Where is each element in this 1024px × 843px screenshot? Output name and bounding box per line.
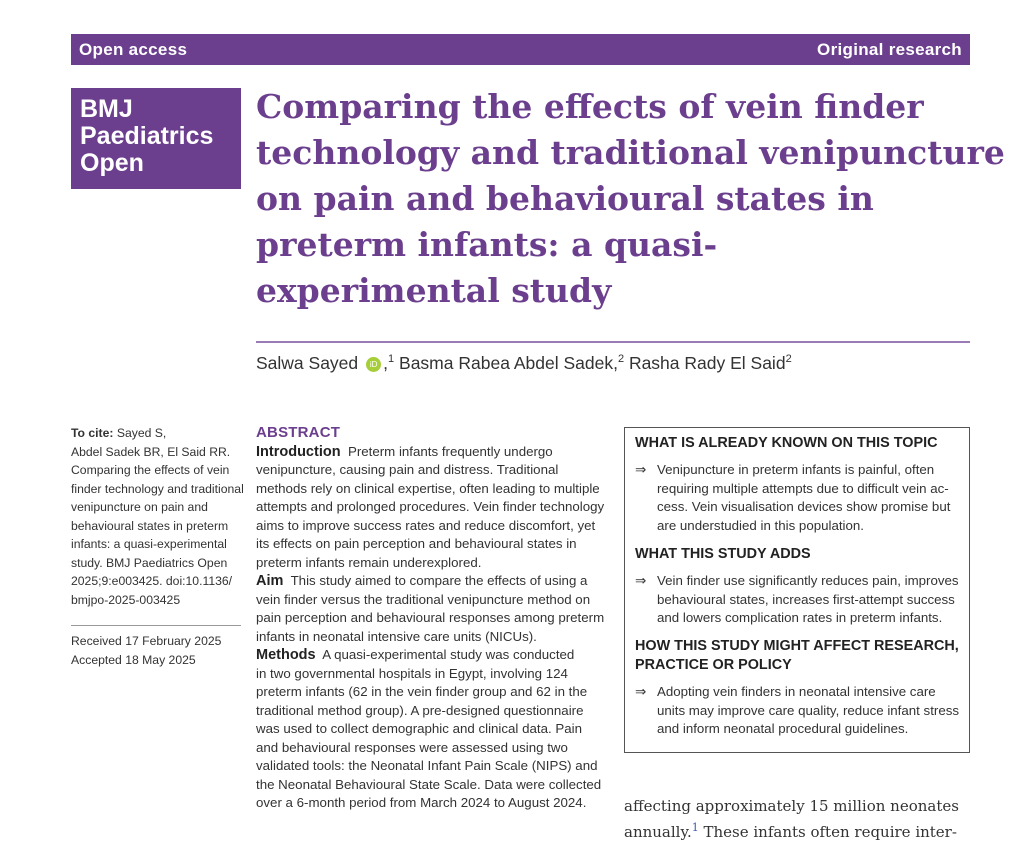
arrow-icon: ⇒	[635, 683, 647, 699]
policy-heading: PRACTICE OR POLICY	[635, 656, 792, 673]
abstract-line: in two governmental hospitals in Egypt, involving 124	[256, 665, 568, 681]
logo-line: Paediatrics	[80, 122, 214, 150]
abstract-line: methods rely on clinical expertise, often leading to multiple	[256, 480, 600, 496]
affiliation-ref[interactable]: 2	[785, 353, 792, 366]
abstract-line: preterm infants (62 in the vein finder group and 62 in the	[256, 684, 588, 699]
policy-heading: HOW THIS STUDY MIGHT AFFECT RESEARCH,	[635, 638, 959, 655]
abstract-line: A quasi-experimental study was conducted	[322, 647, 575, 662]
cite-line: finder technology and traditional	[71, 481, 244, 496]
article-title	[256, 84, 1005, 314]
abstract	[256, 424, 606, 813]
key-message-line: units may improve care quality, reduce infant stress	[657, 702, 960, 718]
key-message-line: Venipuncture in preterm infants is painful, often	[657, 461, 935, 477]
intro-label: Introduction	[256, 443, 341, 460]
dates-block	[71, 632, 221, 669]
arrow-icon: ⇒	[635, 461, 647, 477]
body-line: affecting approximately 15 million neonates	[624, 797, 959, 815]
abstract-line: infants in neonatal intensive care units (NICUs).	[256, 628, 537, 644]
accepted-date: Accepted 18 May 2025	[71, 652, 196, 667]
abstract-line: vein finder versus the traditional venipuncture method on	[256, 591, 591, 607]
abstract-line: aims to improve success rates and reduce discomfort, yet	[256, 517, 596, 533]
cite-line: Comparing the effects of vein	[71, 463, 230, 477]
key-message-line: requiring multiple attempts due to difficult vein ac-	[657, 480, 949, 496]
key-messages-box	[624, 427, 970, 753]
cite-line: Sayed S,	[113, 426, 167, 440]
title-line: preterm infants: a quasi-	[256, 225, 718, 264]
cite-line: infants: a quasi-experimental	[71, 537, 227, 551]
abstract-heading: ABSTRACT	[256, 424, 341, 441]
body-line: These infants often require inter-	[698, 823, 957, 841]
received-date: Received 17 February 2025	[71, 634, 222, 648]
arrow-icon: ⇒	[635, 572, 647, 588]
article-type-label: Original research	[817, 40, 962, 59]
key-message-line: and lowers complication rates in preterm infants.	[657, 610, 943, 626]
key-message-item	[635, 461, 959, 536]
cite-divider	[71, 625, 241, 626]
journal-logo[interactable]	[71, 88, 241, 189]
abstract-line: the Neonatal Behavioural State Scale. Data were collected	[256, 776, 602, 792]
known-heading: WHAT IS ALREADY KNOWN ON THIS TOPIC	[635, 435, 938, 451]
citation-block	[71, 424, 243, 609]
body-line: annually.	[624, 823, 692, 841]
key-message-line: behavioural states, increases first-attempt success	[657, 591, 955, 607]
abstract-line: preterm infants remain underexplored.	[256, 554, 482, 570]
abstract-line: venipuncture, causing pain and distress. Traditional	[256, 462, 559, 477]
cite-line: behavioural states in preterm	[71, 518, 229, 533]
orcid-icon[interactable]: iD	[366, 357, 381, 372]
title-line: technology and traditional venipuncture	[256, 133, 1005, 172]
body-text	[624, 795, 974, 843]
author-list: Salwa Sayed iD ,$^1$ Basma Rabea Abdel Sadek,$^2$ Rasha Rady El Said$^2$	[256, 353, 792, 373]
author-name[interactable]: Salwa Sayed	[256, 353, 359, 373]
abstract-line: attempts and prolonged procedures. Vein finder technology	[256, 499, 605, 514]
open-access-label: Open access	[79, 40, 188, 59]
cite-line: Abdel Sadek BR, El Said RR.	[71, 444, 231, 459]
title-line: experimental study	[256, 271, 612, 310]
cite-label: To cite:	[71, 426, 114, 440]
aim-label: Aim	[256, 573, 284, 589]
author-name[interactable]: Rasha Rady El Said	[628, 353, 786, 373]
title-line: on pain and behavioural states in	[256, 179, 874, 218]
logo-line: Open	[80, 149, 144, 177]
abstract-line: and behavioural responses were assessed using two	[256, 739, 568, 755]
abstract-line: its effects on pain perception and behavioural states in	[256, 536, 577, 551]
author-name[interactable]: Basma Rabea Abdel Sadek,	[399, 353, 618, 373]
key-message-line: cess. Vein visualisation devices show promise but	[657, 499, 951, 515]
key-message-line: and inform neonatal procedural guidelines.	[657, 721, 909, 737]
cite-line: venipuncture on pain and	[71, 500, 208, 514]
affiliation-ref[interactable]: 2	[617, 353, 625, 366]
abstract-line: This study aimed to compare the effects of using a	[290, 573, 588, 588]
title-divider	[256, 341, 970, 343]
abstract-line: Preterm infants frequently undergo	[347, 443, 553, 459]
key-message-line: Vein finder use significantly reduces pain, improves	[657, 572, 959, 588]
abstract-line: pain perception and behavioural responses among preterm	[256, 610, 605, 625]
abstract-line: was used to collect demographic and clinical data. Pain	[256, 721, 582, 736]
reference-link[interactable]: 1	[691, 821, 699, 834]
key-message-line: Adopting vein finders in neonatal intensive care	[657, 683, 936, 699]
doi-link[interactable]: bmjpo-2025-003425	[71, 592, 181, 607]
adds-heading: WHAT THIS STUDY ADDS	[635, 545, 811, 562]
key-message-item	[635, 572, 959, 628]
cite-line: study. BMJ Paediatrics Open	[71, 555, 228, 570]
methods-label: Methods	[256, 647, 316, 663]
logo-line: BMJ	[80, 95, 133, 123]
abstract-line: over a 6-month period from March 2024 to August 2024.	[256, 795, 587, 810]
affiliation-ref[interactable]: 1	[388, 353, 395, 366]
header-bar	[71, 34, 970, 65]
abstract-line: validated tools: the Neonatal Infant Pain Scale (NIPS) and	[256, 758, 598, 773]
title-line: Comparing the effects of vein finder	[256, 87, 924, 126]
abstract-line: traditional method group). A pre-designed questionnaire	[256, 702, 584, 718]
cite-line: 2025;9:e003425. doi:10.1136/	[71, 574, 233, 588]
key-message-item	[635, 683, 959, 739]
key-message-line: are understudied in this population.	[657, 518, 864, 534]
